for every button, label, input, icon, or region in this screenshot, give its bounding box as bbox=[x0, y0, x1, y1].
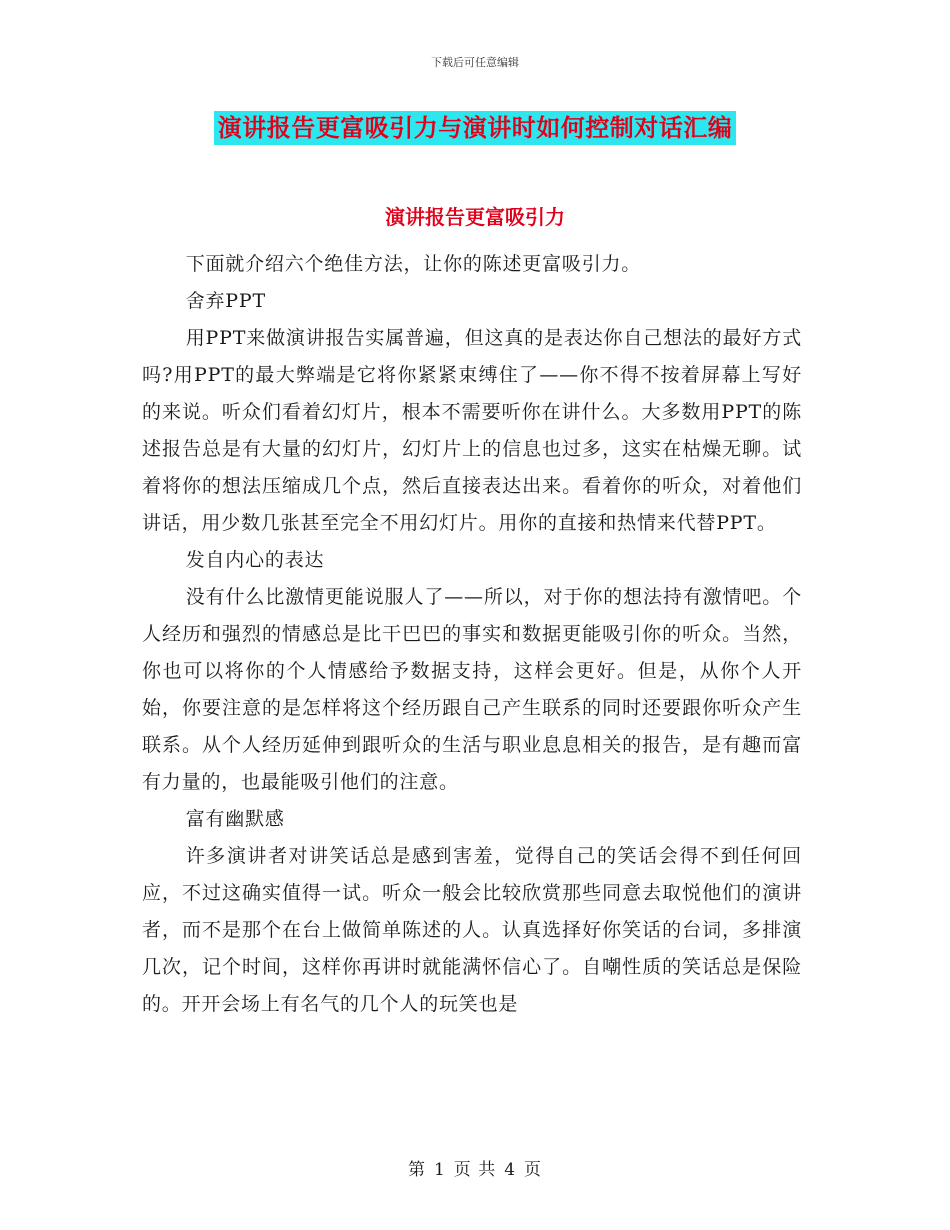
paragraph-from-heart: 没有什么比激情更能说服人了——所以，对于你的想法持有激情吧。个人经历和强烈的情感总是比干巴巴的事实和数据更能吸引你的听众。当然，你也可以将你的个人情感给予数据支持，这样会更好。但是，从你个人开始，你要注意的是怎样将这个经历跟自己产生联系的同时还要跟你听众产生联系。从个人经历延伸到跟听众的生活与职业息息相关的报告，是有趣而富有力量的，也最能吸引他们的注意。 bbox=[142, 586, 802, 793]
subheading-humor: 富有幽默感 bbox=[185, 808, 285, 830]
page-label-suffix: 页 bbox=[524, 1160, 543, 1180]
document-title: 演讲报告更富吸引力与演讲时如何控制对话汇编 bbox=[214, 111, 737, 145]
page-label-prefix: 第 bbox=[407, 1160, 426, 1180]
subheading-from-heart: 发自内心的表达 bbox=[185, 549, 325, 571]
intro-paragraph: 下面就介绍六个绝佳方法，让你的陈述更富吸引力。 bbox=[185, 253, 642, 275]
document-body bbox=[142, 246, 802, 1023]
total-pages: 4 bbox=[504, 1160, 517, 1180]
subheading-drop-ppt: 舍弃PPT bbox=[185, 290, 266, 312]
page-label-middle: 页 共 bbox=[453, 1160, 497, 1180]
section-heading: 演讲报告更富吸引力 bbox=[385, 205, 565, 229]
page-footer bbox=[0, 1155, 950, 1180]
paragraph-humor: 许多演讲者对讲笑话总是感到害羞，觉得自己的笑话会得不到任何回应，不过这确实值得一试。听众一般会比较欣赏那些同意去取悦他们的演讲者，而不是那个在台上做简单陈述的人。认真选择好你笑话的台词，多排演几次，记个时间，这样你再讲时就能满怀信心了。自嘲性质的笑话总是保险的。开开会场上有名气的几个人的玩笑也是 bbox=[142, 845, 802, 1015]
paragraph-drop-ppt: 用PPT来做演讲报告实属普遍，但这真的是表达你自己想法的最好方式吗?用PPT的最大弊端是它将你紧紧束缚住了——你不得不按着屏幕上写好的来说。听众们看着幻灯片，根本不需要听你在讲什么。大多数用PPT的陈述报告总是有大量的幻灯片，幻灯片上的信息也过多，这实在枯燥无聊。试着将你的想法压缩成几个点，然后直接表达出来。看着你的听众，对着他们讲话，用少数几张甚至完全不用幻灯片。用你的直接和热情来代替PPT。 bbox=[142, 327, 802, 534]
page-header-note: 下载后可任意编辑 bbox=[431, 56, 519, 69]
main-title-container bbox=[0, 111, 950, 145]
page-number: 1 bbox=[433, 1160, 446, 1180]
